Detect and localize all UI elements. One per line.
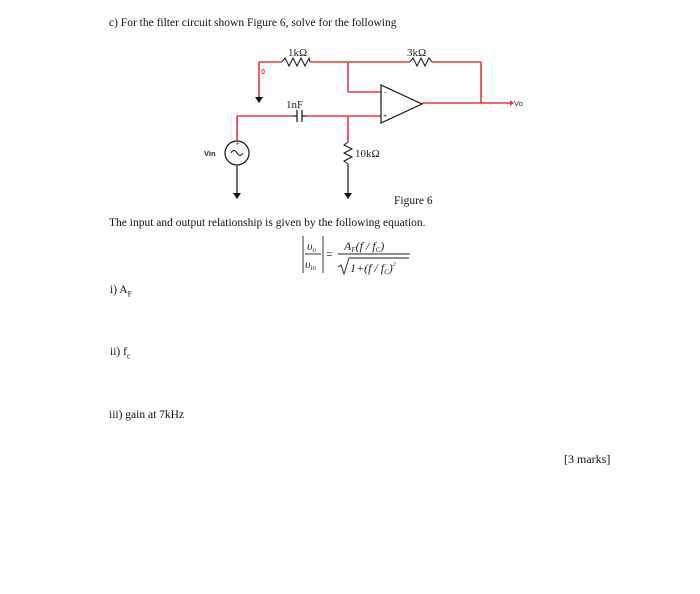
part-i: i) $A_F$	[110, 284, 133, 299]
source-label: Vin	[204, 149, 216, 158]
capacitor-label: 1nF	[286, 99, 304, 111]
resistor-3k	[410, 58, 432, 66]
circuit-wires	[237, 62, 510, 142]
capacitor-1nf	[293, 110, 306, 122]
marks-label: [3 marks]	[564, 452, 611, 466]
resistor-3k-label: 3kΩ	[407, 47, 427, 59]
part-iii: iii) gain at 7kHz	[109, 409, 185, 421]
part-ii: ii) $f_c$	[110, 346, 131, 361]
output-label: Vo	[514, 99, 523, 108]
resistor-10k-label: 10kΩ	[355, 148, 380, 160]
op-amp-minus: -	[384, 88, 387, 97]
svg-text:1+(f / fC)2: 1+(f / fC)$^2$	[350, 261, 396, 276]
resistor-1k-label: 1kΩ	[288, 47, 308, 59]
svg-text:υin: υin	[305, 257, 316, 272]
svg-text:υo: υo	[307, 239, 317, 254]
figure-caption: Figure 6	[394, 195, 433, 207]
relation-text: The input and output relationship is given by the following equation.	[109, 217, 426, 229]
op-amp	[381, 85, 422, 123]
ground-symbol	[233, 97, 352, 199]
svg-text:=: =	[326, 247, 333, 261]
resistor-10k	[344, 142, 352, 164]
svg-text:+: +	[236, 142, 240, 148]
svg-text:AF(f / fC): AF(f / fC)	[344, 239, 385, 254]
transfer-equation	[303, 236, 410, 276]
op-amp-plus: +	[383, 113, 388, 120]
sine-icon	[231, 151, 243, 156]
resistor-1k	[282, 58, 310, 66]
node-label: 0	[261, 67, 266, 76]
question-text: c) For the filter circuit shown Figure 6, solve for the following	[109, 17, 397, 29]
